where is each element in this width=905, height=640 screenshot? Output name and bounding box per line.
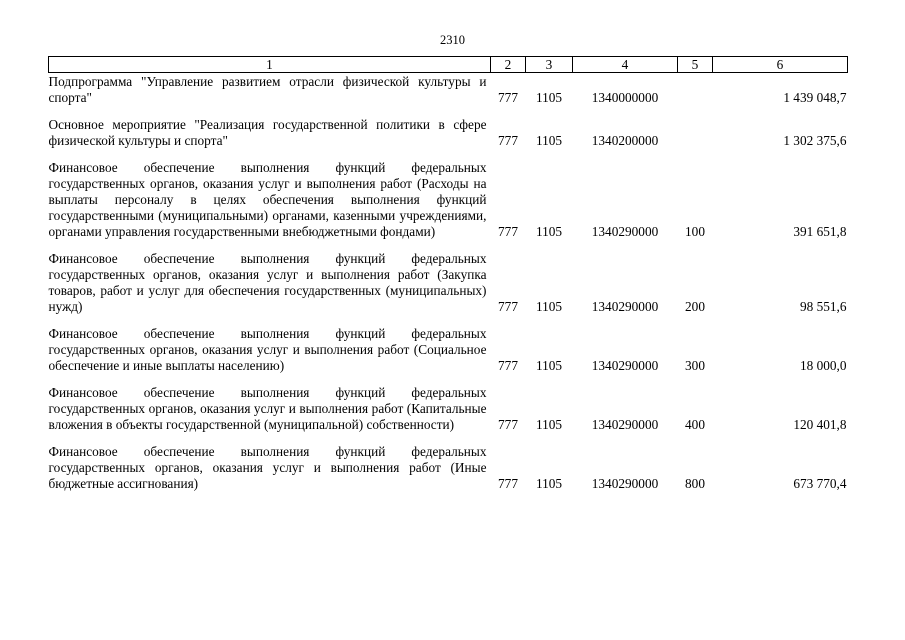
- row-name: Финансовое обеспечение выполнения функций федеральных государственных органов, оказания услуг и выполнения работ (Иные бюджетные ассигнования): [48, 444, 487, 491]
- header-col-5: 5: [678, 57, 713, 73]
- row-section: 1105: [535, 358, 563, 373]
- row-grbs: 777: [498, 299, 518, 314]
- row-name: Подпрограмма "Управление развитием отрасли физической культуры и спорта": [48, 74, 487, 105]
- row-section: 1105: [535, 299, 563, 314]
- row-name-cell: [49, 73, 491, 118]
- row-target: 1340290000: [591, 358, 659, 373]
- row-name: Основное мероприятие "Реализация государственной политики в сфере физической культуры и спорта": [48, 117, 487, 148]
- row-name-cell: [49, 385, 491, 444]
- row-section: 1105: [535, 417, 563, 432]
- row-target: 1340200000: [591, 133, 659, 148]
- row-target: 1340290000: [591, 224, 659, 239]
- row-type: [678, 117, 713, 160]
- page-number: 2310: [440, 33, 465, 47]
- row-section: 1105: [535, 90, 563, 105]
- header-row: [49, 57, 848, 73]
- row-target: 1340290000: [591, 476, 659, 491]
- row-type: 800: [685, 476, 705, 491]
- header-col-6: 6: [713, 57, 848, 73]
- row-amount: 98 551,6: [799, 299, 847, 314]
- row-grbs: 777: [498, 417, 518, 432]
- row-amount: 1 439 048,7: [783, 90, 847, 105]
- row-name-cell: [49, 117, 491, 160]
- row-amount: 673 770,4: [793, 476, 847, 491]
- row-amount: 391 651,8: [793, 224, 847, 239]
- header-col-4: 4: [573, 57, 678, 73]
- row-grbs: 777: [498, 476, 518, 491]
- table-row: [49, 444, 848, 503]
- row-name: Финансовое обеспечение выполнения функций федеральных государственных органов, оказания услуг и выполнения работ (Расходы на выплаты персоналу в целях обеспечения выполнения функций государственными (муниципальными) органами, казенными учреждениями, органами управления государственными внебюджетными фондами): [48, 160, 487, 239]
- budget-table: [48, 56, 848, 503]
- header-col-2: 2: [491, 57, 526, 73]
- row-target: 1340000000: [591, 90, 659, 105]
- row-type: [678, 73, 713, 118]
- table-row: [49, 385, 848, 444]
- row-amount: 1 302 375,6: [783, 133, 847, 148]
- row-section: 1105: [535, 224, 563, 239]
- table-row: [49, 160, 848, 251]
- row-name-cell: [49, 251, 491, 326]
- row-type: 100: [685, 224, 705, 239]
- row-amount: 120 401,8: [793, 417, 847, 432]
- table-row: [49, 73, 848, 118]
- row-grbs: 777: [498, 133, 518, 148]
- table-body: [49, 73, 848, 504]
- row-type: 200: [685, 299, 705, 314]
- row-name: Финансовое обеспечение выполнения функций федеральных государственных органов, оказания услуг и выполнения работ (Социальное обеспечение и иные выплаты населению): [48, 326, 487, 373]
- row-name-cell: [49, 160, 491, 251]
- row-amount: 18 000,0: [799, 358, 847, 373]
- row-grbs: 777: [498, 224, 518, 239]
- row-type: 300: [685, 358, 705, 373]
- row-section: 1105: [535, 476, 563, 491]
- row-name: Финансовое обеспечение выполнения функций федеральных государственных органов, оказания услуг и выполнения работ (Капитальные вложения в объекты государственной (муниципальной) собственности): [48, 385, 487, 432]
- table-header: [49, 57, 848, 73]
- row-name: Финансовое обеспечение выполнения функций федеральных государственных органов, оказания услуг и выполнения работ (Закупка товаров, работ и услуг для обеспечения государственных (муниципальных) нужд): [48, 251, 487, 314]
- header-col-1: 1: [49, 57, 491, 73]
- row-name-cell: [49, 444, 491, 503]
- row-target: 1340290000: [591, 417, 659, 432]
- table-row: [49, 251, 848, 326]
- row-grbs: 777: [498, 358, 518, 373]
- row-target: 1340290000: [591, 299, 659, 314]
- row-section: 1105: [535, 133, 563, 148]
- table-row: [49, 117, 848, 160]
- table-row: [49, 326, 848, 385]
- row-grbs: 777: [498, 90, 518, 105]
- row-type: 400: [685, 417, 705, 432]
- row-name-cell: [49, 326, 491, 385]
- header-col-3: 3: [526, 57, 573, 73]
